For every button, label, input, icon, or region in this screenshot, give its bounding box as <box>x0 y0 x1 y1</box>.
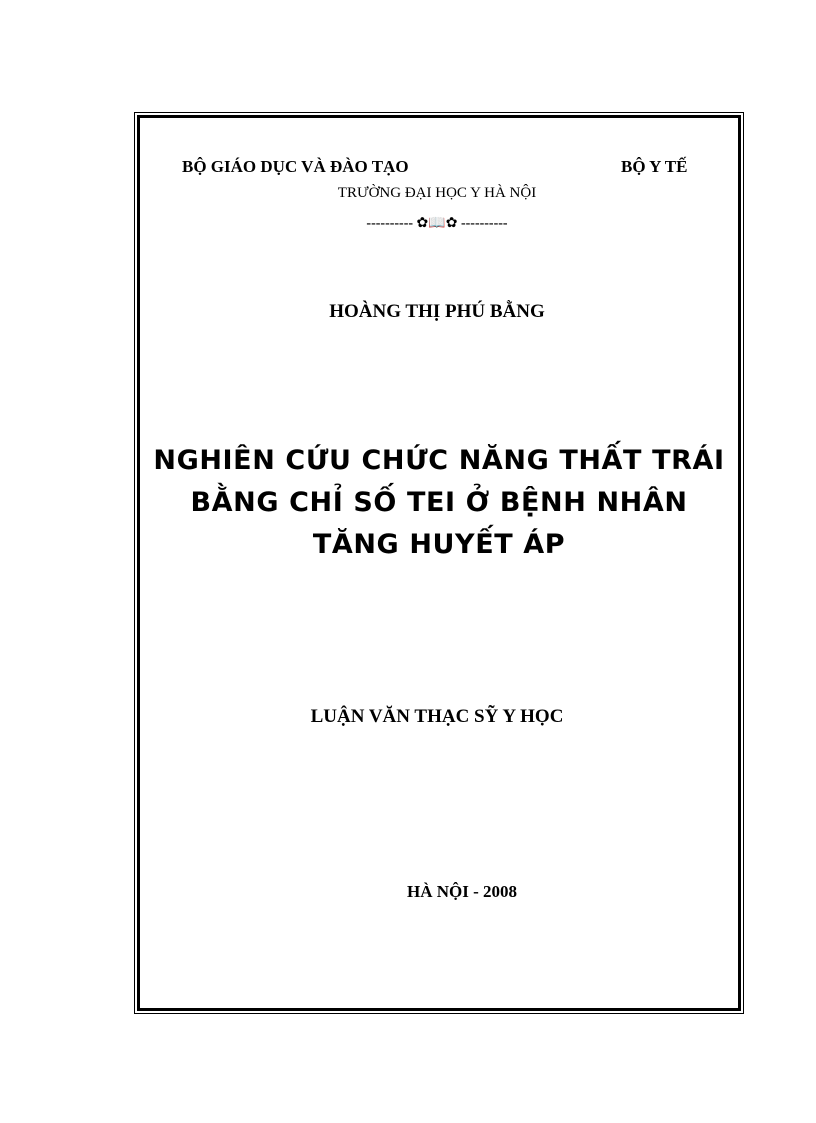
thesis-title-line-3: TĂNG HUYẾT ÁP <box>312 529 566 560</box>
author-name: HOÀNG THỊ PHÚ BẰNG <box>329 301 545 322</box>
ornament-dashes-left: ---------- <box>366 216 414 231</box>
thesis-title <box>137 440 741 566</box>
ministry-of-health: BỘ Y TẾ <box>621 157 688 176</box>
ornament-dashes-right: ---------- <box>460 216 508 231</box>
book-ornament-icon: ✿📖✿ <box>416 215 458 231</box>
thesis-title-line-2: BẰNG CHỈ SỐ TEI Ở BỆNH NHÂN <box>190 487 688 518</box>
university-name: TRƯỜNG ĐẠI HỌC Y HÀ NỘI <box>337 185 537 201</box>
ornament-divider <box>0 215 816 232</box>
thesis-title-line-1: NGHIÊN CỨU CHỨC NĂNG THẤT TRÁI <box>153 445 725 476</box>
ministry-of-education: BỘ GIÁO DỤC VÀ ĐÀO TẠO <box>182 157 409 176</box>
degree-type: LUẬN VĂN THẠC SỸ Y HỌC <box>310 706 564 727</box>
place-and-year: HÀ NỘI - 2008 <box>406 882 518 901</box>
